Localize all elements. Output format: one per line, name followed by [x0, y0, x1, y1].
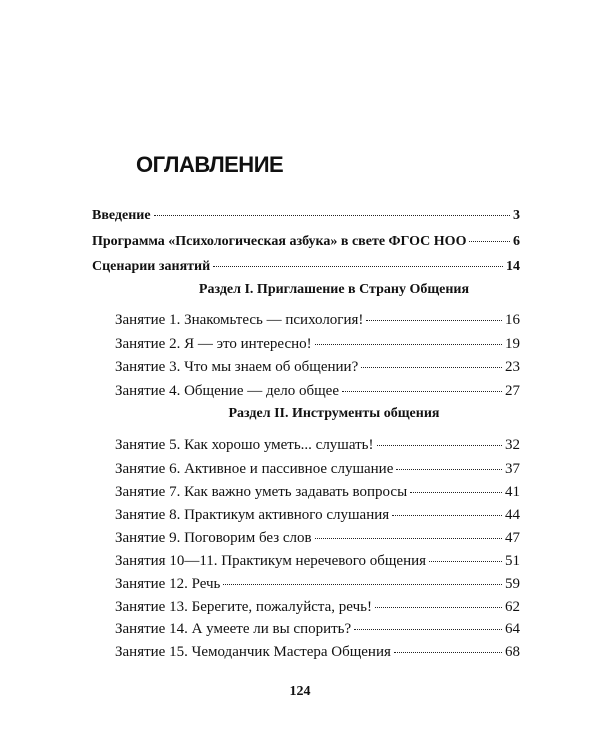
- page-number: 124: [289, 684, 311, 699]
- toc-lesson-1[interactable]: [115, 308, 520, 329]
- toc-lesson-13[interactable]: [115, 595, 520, 616]
- toc-entry-page: 27: [505, 383, 520, 399]
- dot-leader: [154, 201, 510, 216]
- dot-leader: [361, 352, 502, 368]
- toc-entry-page: 64: [505, 621, 520, 637]
- toc-entry-label: Занятие 5. Как хорошо уметь... слушать!: [115, 437, 374, 453]
- toc-entry-label: Занятия 10—11. Практикум неречевого общения: [115, 553, 427, 569]
- toc-entry-label: Занятие 4. Общение — дело общее: [115, 383, 339, 399]
- toc-entry-label: Занятие 8. Практикум активного слушания: [115, 507, 390, 523]
- toc-lesson-7[interactable]: [115, 480, 520, 501]
- toc-entry-page: 14: [506, 259, 520, 274]
- toc-entry-label: Занятие 12. Речь: [115, 576, 221, 592]
- dot-leader: [392, 500, 502, 516]
- dot-leader: [429, 546, 502, 562]
- dot-leader: [354, 614, 502, 630]
- toc-entry-page: 62: [505, 599, 520, 615]
- toc-entry-scenarios[interactable]: [92, 255, 520, 275]
- toc-lesson-15[interactable]: [115, 640, 520, 661]
- dot-leader: [410, 477, 502, 493]
- dot-leader: [315, 329, 502, 345]
- toc-entry-label: Занятие 14. А умеете ли вы спорить?: [115, 621, 352, 637]
- toc-entry-page: 6: [513, 234, 520, 249]
- toc-entry-label: Занятие 1. Знакомьтесь — психология!: [115, 312, 364, 328]
- dot-leader: [342, 376, 502, 392]
- toc-entry-page: 44: [505, 507, 520, 523]
- section-heading-label: Раздел I. Приглашение в Страну Общения: [198, 282, 470, 297]
- toc-entry-program[interactable]: [92, 230, 520, 250]
- dot-leader: [469, 227, 510, 242]
- toc-entry-label: Занятие 9. Поговорим без слов: [115, 530, 312, 546]
- toc-entry-label: Занятие 7. Как важно уметь задавать вопросы: [115, 484, 408, 500]
- toc-entry-label: Занятие 13. Берегите, пожалуйста, речь!: [115, 599, 372, 615]
- dot-leader: [366, 305, 502, 321]
- toc-lesson-6[interactable]: [115, 457, 520, 478]
- toc-lesson-4[interactable]: [115, 379, 520, 400]
- toc-entry-introduction[interactable]: [92, 204, 520, 224]
- toc-entry-page: 3: [513, 208, 520, 223]
- section-heading-2: [0, 406, 600, 422]
- toc-entry-label: Занятие 15. Чемоданчик Мастера Общения: [115, 644, 391, 660]
- toc-lesson-5[interactable]: [115, 433, 520, 454]
- dot-leader: [315, 523, 502, 539]
- dot-leader: [377, 430, 502, 446]
- toc-entry-page: 68: [505, 644, 520, 660]
- dot-leader: [223, 569, 502, 585]
- toc-entry-page: 47: [505, 530, 520, 546]
- dot-leader: [213, 252, 503, 267]
- toc-entry-page: 51: [505, 553, 520, 569]
- toc-entry-label: Сценарии занятий: [92, 259, 211, 274]
- toc-entry-page: 32: [505, 437, 520, 453]
- section-heading-1: [0, 282, 600, 298]
- toc-lesson-14[interactable]: [115, 617, 520, 638]
- toc-entry-page: 23: [505, 359, 520, 375]
- toc-entry-label: Занятие 2. Я — это интересно!: [115, 336, 312, 352]
- toc-entry-label: Занятие 6. Активное и пассивное слушание: [115, 461, 394, 477]
- dot-leader: [394, 637, 502, 653]
- toc-entry-label: Введение: [92, 208, 151, 223]
- toc-entry-label: Занятие 3. Что мы знаем об общении?: [115, 359, 359, 375]
- toc-entry-page: 16: [505, 312, 520, 328]
- toc-lesson-3[interactable]: [115, 355, 520, 376]
- dot-leader: [375, 592, 502, 608]
- toc-lesson-12[interactable]: [115, 572, 520, 593]
- toc-entry-page: 41: [505, 484, 520, 500]
- toc-lesson-9[interactable]: [115, 526, 520, 547]
- page-title: ОГЛАВЛЕНИЕ: [136, 152, 284, 177]
- toc-lesson-2[interactable]: [115, 332, 520, 353]
- toc-lesson-8[interactable]: [115, 503, 520, 524]
- toc-entry-page: 59: [505, 576, 520, 592]
- toc-entry-page: 19: [505, 336, 520, 352]
- dot-leader: [396, 454, 502, 470]
- toc-entry-page: 37: [505, 461, 520, 477]
- toc-lesson-10-11[interactable]: [115, 549, 520, 570]
- section-heading-label: Раздел II. Инструменты общения: [228, 406, 440, 421]
- toc-entry-label: Программа «Психологическая азбука» в свете ФГОС НОО: [92, 234, 467, 249]
